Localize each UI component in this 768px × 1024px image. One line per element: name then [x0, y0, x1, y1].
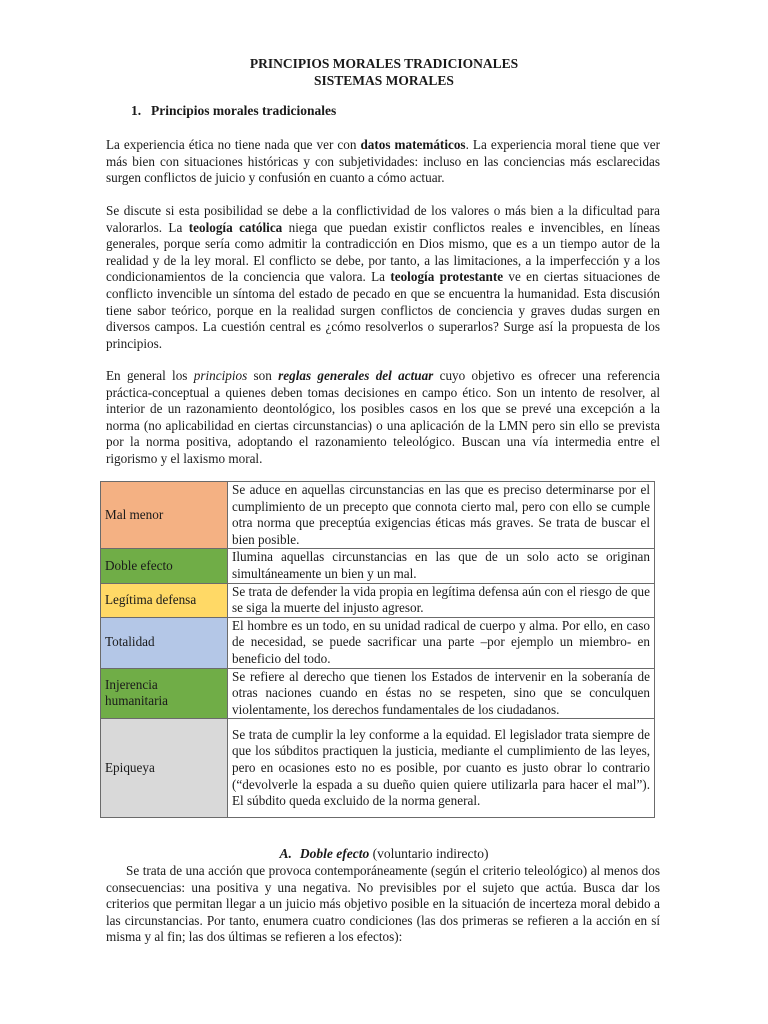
principle-name: Injerencia humanitaria	[101, 668, 228, 719]
subsection-note: (voluntario indirecto)	[369, 846, 489, 861]
principle-name: Totalidad	[101, 617, 228, 668]
paragraph-2-text-b: niega que puedan existir conflictos reales e invencibles, en líneas generales, porque sería como admitir la contradicción en Dios mismo, que es a un tiempo autor de la realidad y de la ley moral. El conflicto se debe, por tanto, a las limitaciones, a la imperfección y a los condicionamientos de la conciencia que valora. La	[106, 219, 661, 285]
table-row	[101, 617, 655, 668]
principle-name: Legítima defensa	[101, 583, 228, 617]
paragraph-3-text-b: son	[247, 368, 279, 383]
table-row	[101, 668, 655, 719]
principle-description: Se trata de defender la vida propia en legítima defensa aún con el riesgo de que se siga la muerte del injusto agresor.	[228, 583, 655, 617]
table-row	[101, 583, 655, 617]
table-row	[101, 549, 655, 583]
principle-description: Se trata de cumplir la ley conforme a la equidad. El legislador trata siempre de que los súbditos practiquen la justicia, mediante el cumplimiento de las leyes, pero en ocasiones esto no es posible, por cuanto es justo obrar lo contrario (“devolverle la espada a su dueño quien quiere utilizarla para hacer el mal”). El súbdito queda excluido de la norma general.	[228, 719, 655, 818]
paragraph-3	[106, 368, 660, 468]
paragraph-4: Se trata de una acción que provoca contemporáneamente (según el criterio teleológico) al menos dos consecuencias: una positiva y una negativa. No previsibles por el sujeto que actúa. Busca dar los criterios que permitan llegar a un juicio más objetivo posible en la situación de incerteza moral debido a las circunstancias. Por tanto, enumera cuatro condiciones (las dos primeras se refieren a la acción en sí misma y al fin; las dos últimas se refieren a los efectos):	[106, 863, 660, 945]
paragraph-2-bold-a: teología católica	[188, 219, 283, 235]
paragraph-2	[106, 203, 660, 352]
paragraph-3-italic: principios	[193, 368, 248, 383]
paragraph-2-bold-b: teología protestante	[390, 269, 504, 285]
principle-description: Se aduce en aquellas circunstancias en las que es preciso determinarse por el cumplimiento de un precepto que connota cierto mal, pero con ello se cumple otra norma que preceptúa exigencias éticas más graves. Se trata de buscar el bien posible.	[228, 482, 655, 549]
paragraph-3-text-a: En general los	[106, 368, 194, 383]
principle-name: Doble efecto	[101, 549, 228, 583]
paragraph-2-text-c: ve en ciertas situaciones de conflicto invencible un síntoma del estado de pecado en que se encuentra la humanidad. Esta discusión tiene sabor teórico, porque en la realidad surgen conflictos de conciencia y graves dudas surgen en diversos campos. La cuestión central es ¿cómo resolverlos o superarlos? Surge así la propuesta de los principios.	[106, 269, 660, 351]
principle-name: Mal menor	[101, 482, 228, 549]
principle-description: Ilumina aquellas circunstancias en las que de un solo acto se originan simultáneamente un bien y un mal.	[228, 549, 655, 583]
subsection-term: Doble efecto	[299, 846, 370, 861]
principle-description: Se refiere al derecho que tienen los Estados de intervenir en la soberanía de otras naciones cuando en éstas no se respeten, sino que se conculquen violentamente, los derechos fundamentales de los ciudadanos.	[228, 668, 655, 719]
principle-name: Epiqueya	[101, 719, 228, 818]
table-row	[101, 719, 655, 818]
table-row	[101, 482, 655, 549]
document-title: PRINCIPIOS MORALES TRADICIONALES	[249, 56, 519, 71]
principles-table	[100, 481, 655, 818]
paragraph-1-text-a: La experiencia ética no tiene nada que ver con	[106, 137, 361, 152]
paragraph-1-text-b: . La experiencia moral tiene que ver más bien con situaciones históricas y con subjetividades: incluso en las conciencias más esclarecidas surgen conflictos de juicio y confusión en cuanto a cómo actuar.	[106, 137, 660, 186]
document-subtitle: SISTEMAS MORALES	[314, 73, 454, 88]
section-number: 1.	[131, 103, 142, 118]
paragraph-1-bold: datos matemáticos	[360, 137, 466, 152]
paragraph-3-text-c: cuyo objetivo es ofrecer una referencia práctica-conceptual a quienes deben tomas decisiones en campo ético. Son un intento de resolver, al interior de un razonamiento deontológico, los posibles casos en los que se prevé una excepción a la norma (no aplicabilidad en ciertas circunstancias) o una aplicación de la LMN pero sin ello se prevista por la norma positiva, adoptando el razonamiento teleológico. Buscan una vía intermedia entre el rigorismo y el laxismo moral.	[106, 368, 660, 466]
subsection-heading	[0, 846, 768, 862]
paragraph-1	[106, 137, 660, 187]
paragraph-2-text-a: Se discute si esta posibilidad se debe a la conflictividad de los valores o más bien a la dificultad para valorarlos. La	[106, 203, 660, 235]
section-title: Principios morales tradicionales	[151, 103, 337, 118]
subsection-letter: A.	[279, 846, 292, 861]
paragraph-3-bold-italic: reglas generales del actuar	[278, 368, 434, 383]
section-heading	[131, 103, 336, 119]
principle-description: El hombre es un todo, en su unidad radical de cuerpo y alma. Por ello, en caso de necesidad, se puede sacrificar una parte –por ejemplo un miembro- en beneficio del todo.	[228, 617, 655, 668]
